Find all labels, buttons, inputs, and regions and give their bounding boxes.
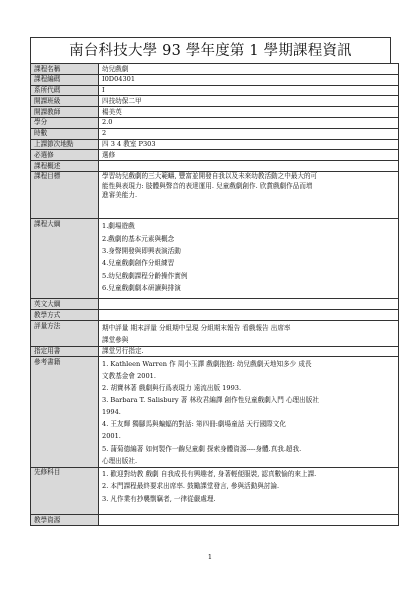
field-label: 指定用書 [31, 346, 99, 357]
references-value [99, 357, 399, 467]
course-info-table [30, 63, 399, 526]
list-item: 5.幼兒戲劇課程分齡操作實例 [102, 271, 188, 280]
text-line: 4. 王友輝 獨腳馬與蝙蝠的對話: 第四冊:劇場童話 天行國際文化 [102, 420, 286, 429]
grading-value [99, 321, 399, 347]
text-line: 學習幼兒戲劇的三大範疇, 豐富並開發自我以及未來幼教活動之中最大的可 [102, 172, 318, 181]
field-label: 英文大綱 [31, 299, 99, 310]
text-line: 5. 蒲菊德編著 如何製作一齣兒童劇 探索身體資源----身體.真我.超我. [102, 444, 302, 453]
field-label: 時數 [31, 128, 99, 139]
grading-row [31, 321, 399, 347]
page-number: 1 [207, 553, 213, 561]
field-label: 教學資源 [31, 515, 99, 526]
field-label: 上課節次地點 [31, 139, 99, 150]
field-label: 課程名稱 [31, 64, 99, 75]
text-line: 進審美能力. [102, 191, 138, 200]
info-row [31, 128, 399, 139]
field-value: 2.0 [99, 117, 399, 128]
list-item: 6.兒童戲劇劇本研讀與排演 [102, 283, 181, 292]
field-label: 必選修 [31, 150, 99, 161]
field-value: I0D04301 [99, 74, 399, 85]
field-value: 楊美英 [99, 107, 399, 118]
text-line: 課堂參與 [102, 335, 129, 344]
list-item: 1.劇場遊戲 [102, 222, 135, 231]
info-row [31, 96, 399, 107]
text-line: 2001. [102, 432, 121, 441]
textbook-row [31, 346, 399, 357]
field-label: 先修科目 [31, 467, 99, 515]
text-line: 期中評量 期末評量 分組期中呈現 分組期末報告 看戲報告 出席率 [102, 323, 291, 332]
info-row [31, 74, 399, 85]
field-label: 學分 [31, 117, 99, 128]
page-title: 南台科技大學 93 學年度第 1 學期課程資訊 [30, 37, 391, 63]
list-item: 3.身聲開發與即興表演活動 [102, 247, 181, 256]
text-line: 能性與表現力: 肢體與聲音的表達運用. 兒童戲劇創作. 欣賞戲劇作品而增 [102, 181, 313, 190]
field-label: 開課班級 [31, 96, 99, 107]
field-label: 課程大綱 [31, 219, 99, 299]
info-row [31, 85, 399, 96]
prerequisite-row [31, 467, 399, 515]
field-value [99, 161, 399, 172]
text-line: 2. 胡寶林著 戲劇與行爲表現力 遠流出版 1993. [102, 384, 242, 393]
field-value: 四技幼保二甲 [99, 96, 399, 107]
field-label: 課程概述 [31, 161, 99, 172]
field-label: 參考書籍 [31, 357, 99, 467]
field-value [99, 299, 399, 310]
info-row [31, 139, 399, 150]
field-value: 課堂另行指定. [99, 346, 399, 357]
field-label: 課程目標 [31, 171, 99, 219]
prerequisite-value [99, 467, 399, 515]
course-info-sheet [30, 37, 391, 526]
info-row [31, 161, 399, 172]
text-line: 1. 歡迎對幼教 戲劇 自我成長有興趣者, 身著輕便服裝, 認真數愉的來上課. [102, 470, 317, 479]
field-value [99, 310, 399, 321]
text-line: 3. 凡作業有抄襲剽竊者, 一律從嚴處理. [102, 494, 216, 503]
field-value: 2 [99, 128, 399, 139]
field-value: 四 3 4 教室 P303 [99, 139, 399, 150]
text-line: 3. Barbara T. Salisbury 著 林玫君編譯 創作性兒童戲劇入門 心理出版社 [102, 396, 319, 405]
resources-row [31, 515, 399, 526]
field-value: 選修 [99, 150, 399, 161]
text-line: 1. Kathleen Warren 作 周小玉譯 戲劇抱抱: 幼兒戲劇天地知多少 成長 [102, 359, 312, 368]
syllabus-value [99, 219, 399, 299]
field-label: 系所代碼 [31, 85, 99, 96]
field-label: 教學方式 [31, 310, 99, 321]
text-line: 1994. [102, 408, 121, 417]
field-value [99, 515, 399, 526]
field-value: 幼兒戲劇 [99, 64, 399, 75]
list-item: 2.戲劇的基本元素與概念 [102, 234, 175, 243]
field-label: 開課教師 [31, 107, 99, 118]
syllabus-row [31, 219, 399, 299]
info-row [31, 117, 399, 128]
teaching-method-row [31, 310, 399, 321]
objective-value [99, 171, 399, 219]
field-value: I [99, 85, 399, 96]
field-label: 課程編碼 [31, 74, 99, 85]
info-row [31, 64, 399, 75]
english-syllabus-row [31, 299, 399, 310]
list-item: 4.兒童戲劇創作分組練習 [102, 259, 175, 268]
info-row [31, 150, 399, 161]
field-label: 評量方法 [31, 321, 99, 347]
text-line: 2. 本門課程最終要求出席率. 鼓勵課堂發言, 參與活動與討論. [102, 482, 280, 491]
text-line: 文教基金會 2001. [102, 371, 156, 380]
info-row [31, 107, 399, 118]
text-line: 心理出版社. [102, 456, 138, 465]
references-row [31, 357, 399, 467]
objective-row [31, 171, 399, 219]
